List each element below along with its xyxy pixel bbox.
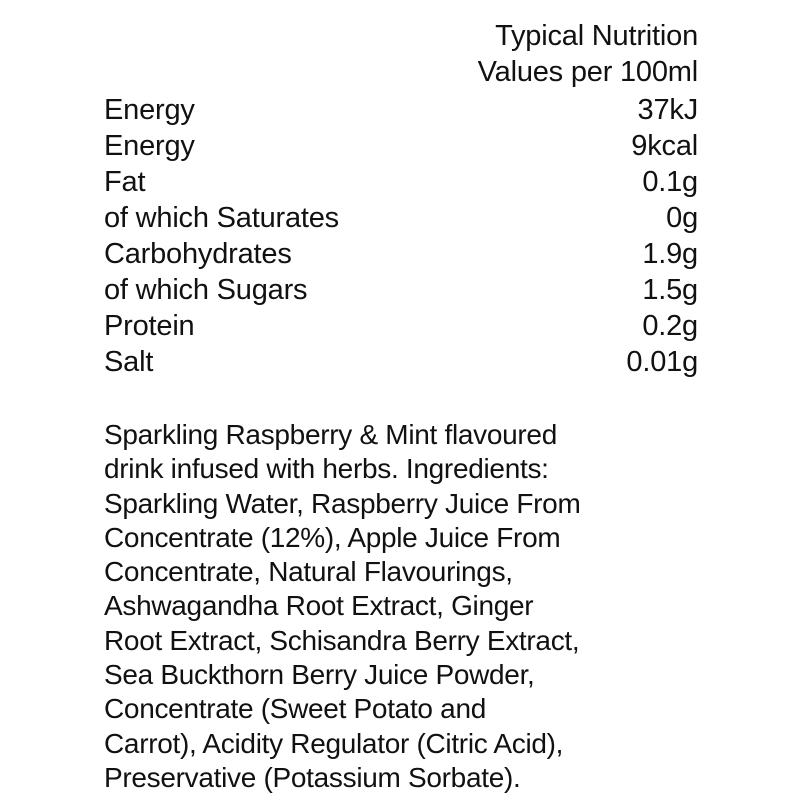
nutrient-value: 0.2g bbox=[642, 310, 698, 342]
ingredients-line: Root Extract, Schisandra Berry Extract, bbox=[104, 624, 580, 656]
nutrient-name: Protein bbox=[104, 310, 195, 342]
nutrition-row-salt bbox=[104, 344, 698, 380]
ingredients-line: Concentrate (12%), Apple Juice From bbox=[104, 521, 561, 553]
ingredients-text bbox=[104, 418, 664, 795]
nutrition-row-energy-kj bbox=[104, 92, 698, 128]
header-line-1: Typical Nutrition bbox=[495, 20, 698, 52]
nutrition-table-header bbox=[104, 18, 698, 90]
ingredients-line: Sparkling Raspberry & Mint flavoured bbox=[104, 419, 557, 450]
header-line-2: Values per 100ml bbox=[477, 56, 698, 88]
nutrient-value: 0.1g bbox=[642, 166, 698, 198]
nutrition-row-energy-kcal bbox=[104, 128, 698, 164]
ingredients-line: Carrot), Acidity Regulator (Citric Acid), bbox=[104, 727, 564, 759]
nutrient-name: Salt bbox=[104, 346, 154, 378]
ingredients-line: Sparkling Water, Raspberry Juice From bbox=[104, 487, 581, 519]
nutrient-name: Carbohydrates bbox=[104, 238, 292, 270]
nutrient-value: 9kcal bbox=[631, 130, 698, 162]
nutrition-row-carbohydrates bbox=[104, 236, 698, 272]
nutrition-label bbox=[104, 18, 698, 795]
nutrient-name: Energy bbox=[104, 94, 195, 126]
nutrient-name: Fat bbox=[104, 166, 146, 198]
ingredients-line: Ashwagandha Root Extract, Ginger bbox=[104, 590, 534, 622]
nutrient-name: of which Saturates bbox=[104, 202, 339, 234]
ingredients-line: Concentrate (Sweet Potato and bbox=[104, 693, 486, 725]
ingredients-line: drink infused with herbs. Ingredients: bbox=[104, 453, 549, 485]
nutrition-row-fat bbox=[104, 164, 698, 200]
nutrient-value: 37kJ bbox=[637, 94, 698, 126]
ingredients-line: Sea Buckthorn Berry Juice Powder, bbox=[104, 659, 535, 691]
ingredients-line: Concentrate, Natural Flavourings, bbox=[104, 556, 513, 588]
ingredients-line: Preservative (Potassium Sorbate). bbox=[104, 761, 521, 793]
nutrient-value: 1.5g bbox=[642, 274, 698, 306]
nutrient-value: 0.01g bbox=[626, 346, 698, 378]
nutrient-name: Energy bbox=[104, 130, 195, 162]
nutrient-value: 0g bbox=[666, 202, 698, 234]
nutrient-value: 1.9g bbox=[642, 238, 698, 270]
nutrition-row-saturates bbox=[104, 200, 698, 236]
nutrition-row-protein bbox=[104, 308, 698, 344]
nutrient-name: of which Sugars bbox=[104, 274, 308, 306]
nutrition-table bbox=[104, 92, 698, 380]
nutrition-row-sugars bbox=[104, 272, 698, 308]
